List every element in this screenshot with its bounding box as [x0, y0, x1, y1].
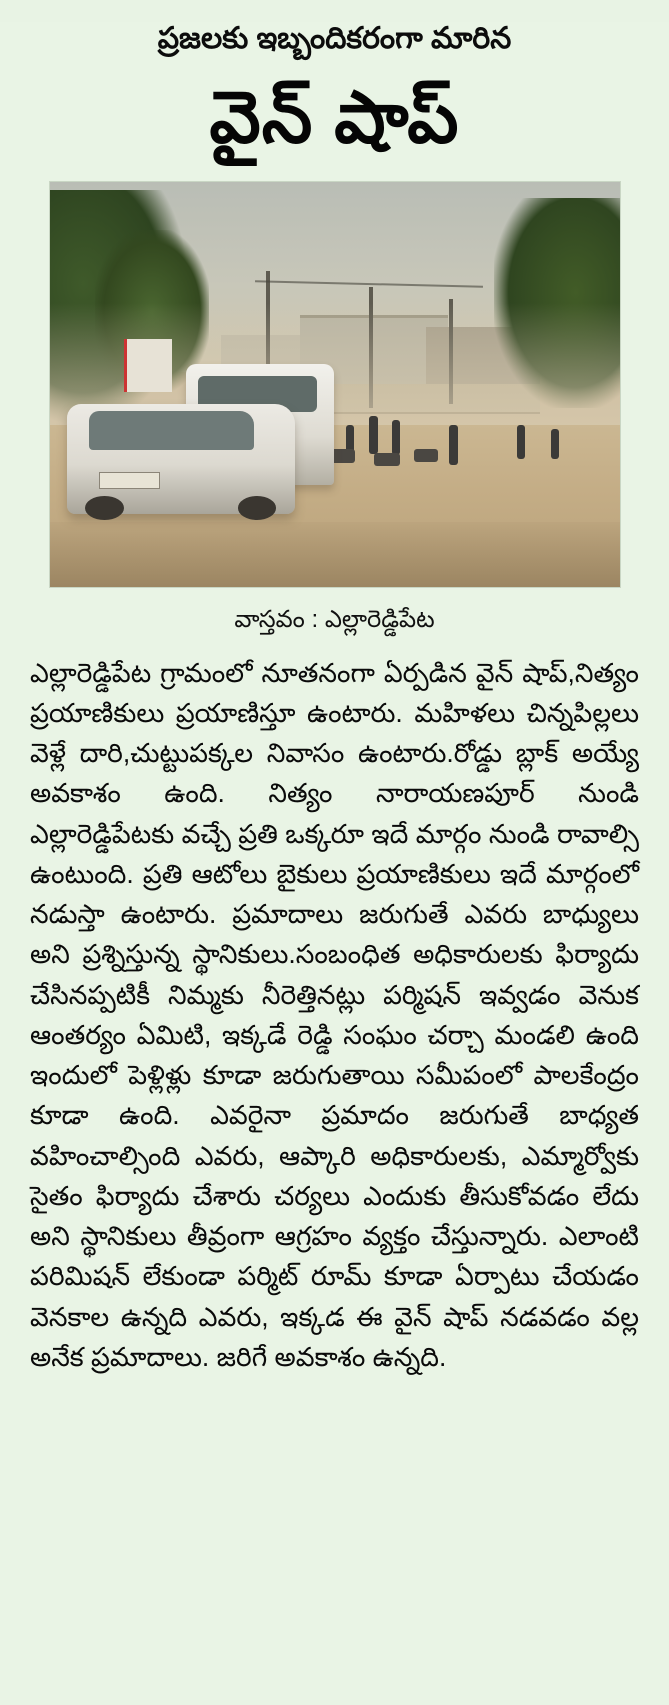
photo-foreground-shadow: [50, 522, 620, 587]
photo-person: [369, 416, 378, 454]
photo-motorbike: [414, 449, 438, 462]
photo-person: [449, 425, 458, 465]
photo-person: [517, 425, 525, 459]
photo-car-number-plate: [99, 472, 160, 489]
photo-car: [67, 404, 295, 513]
photo-person: [551, 429, 559, 459]
newspaper-clipping-page: [0, 22, 669, 1705]
article-body: ఎల్లారెడ్డిపేట గ్రామంలో నూతనంగా ఏర్పడిన వైన్ షాప్,నిత్యం ప్రయాణికులు ప్రయాణిస్తూ ఉంటారు. మహిళలు చిన్నపిల్లలు వెళ్లే దారి,చుట్టుపక్కల నివాసం ఉంటారు.రోడ్డు బ్లాక్ అయ్యే అవకాశం ఉంది. నిత్యం నారాయణపూర్ నుండి ఎల్లారెడ్డిపేటకు వచ్చే ప్రతి ఒక్కరూ ఇదే మార్గం నుండి రావాల్సి ఉంటుంది. ప్రతి ఆటోలు బైకులు ప్రయాణికులు ఇదే మార్గంలో నడుస్తా ఉంటారు. ప్రమాదాలు జరుగుతే ఎవరు బాధ్యులు అని ప్రశ్నిస్తున్న స్థానికులు.సంబంధిత అధికారులకు ఫిర్యాదు చేసినప్పటికీ నిమ్మకు నీరెత్తినట్లు పర్మిషన్ ఇవ్వడం వెనుక ఆంతర్యం ఏమిటి, ఇక్కడే రెడ్డి సంఘం చర్చా మండలి ఉంది ఇందులో పెళ్లిళ్లు కూడా జరుగుతాయి సమీపంలో పాలకేంద్రం కూడా ఉంది. ఎవరైనా ప్రమాదం జరుగుతే బాధ్యత వహించాల్సింది ఎవరు, ఆప్కారి అధికారులకు, ఎమ్మార్వోకు సైతం ఫిర్యాదు చేశారు చర్యలు ఎందుకు తీసుకోవడం లేదు అని స్థానికులు తీవ్రంగా ఆగ్రహం వ్యక్తం చేస్తున్నారు. ఎలాంటి పరిమిషన్ లేకుండా పర్మిట్ రూమ్ కూడా ఏర్పాటు చేయడం వెనకాల ఉన్నది ఎవరు, ఇక్కడ ఈ వైన్ షాప్ నడవడం వల్ల అనేక ప్రమాదాలు. జరిగే అవకాశం ఉన్నది.: [30, 657, 639, 1373]
photo-person: [392, 420, 400, 455]
photo-motorbike: [374, 453, 400, 466]
article-headline: వైన్ షాప్: [209, 77, 460, 158]
article-photo: [49, 181, 621, 588]
photo-car-windshield: [89, 411, 253, 450]
article-kicker: ప్రజలకు ఇబ్బందికరంగా మారిన: [157, 22, 512, 55]
photo-caption: వాస్తవం : ఎల్లారెడ్డిపేట: [234, 605, 435, 633]
photo-banner: [124, 339, 173, 392]
photo-car-wheel: [85, 496, 124, 520]
